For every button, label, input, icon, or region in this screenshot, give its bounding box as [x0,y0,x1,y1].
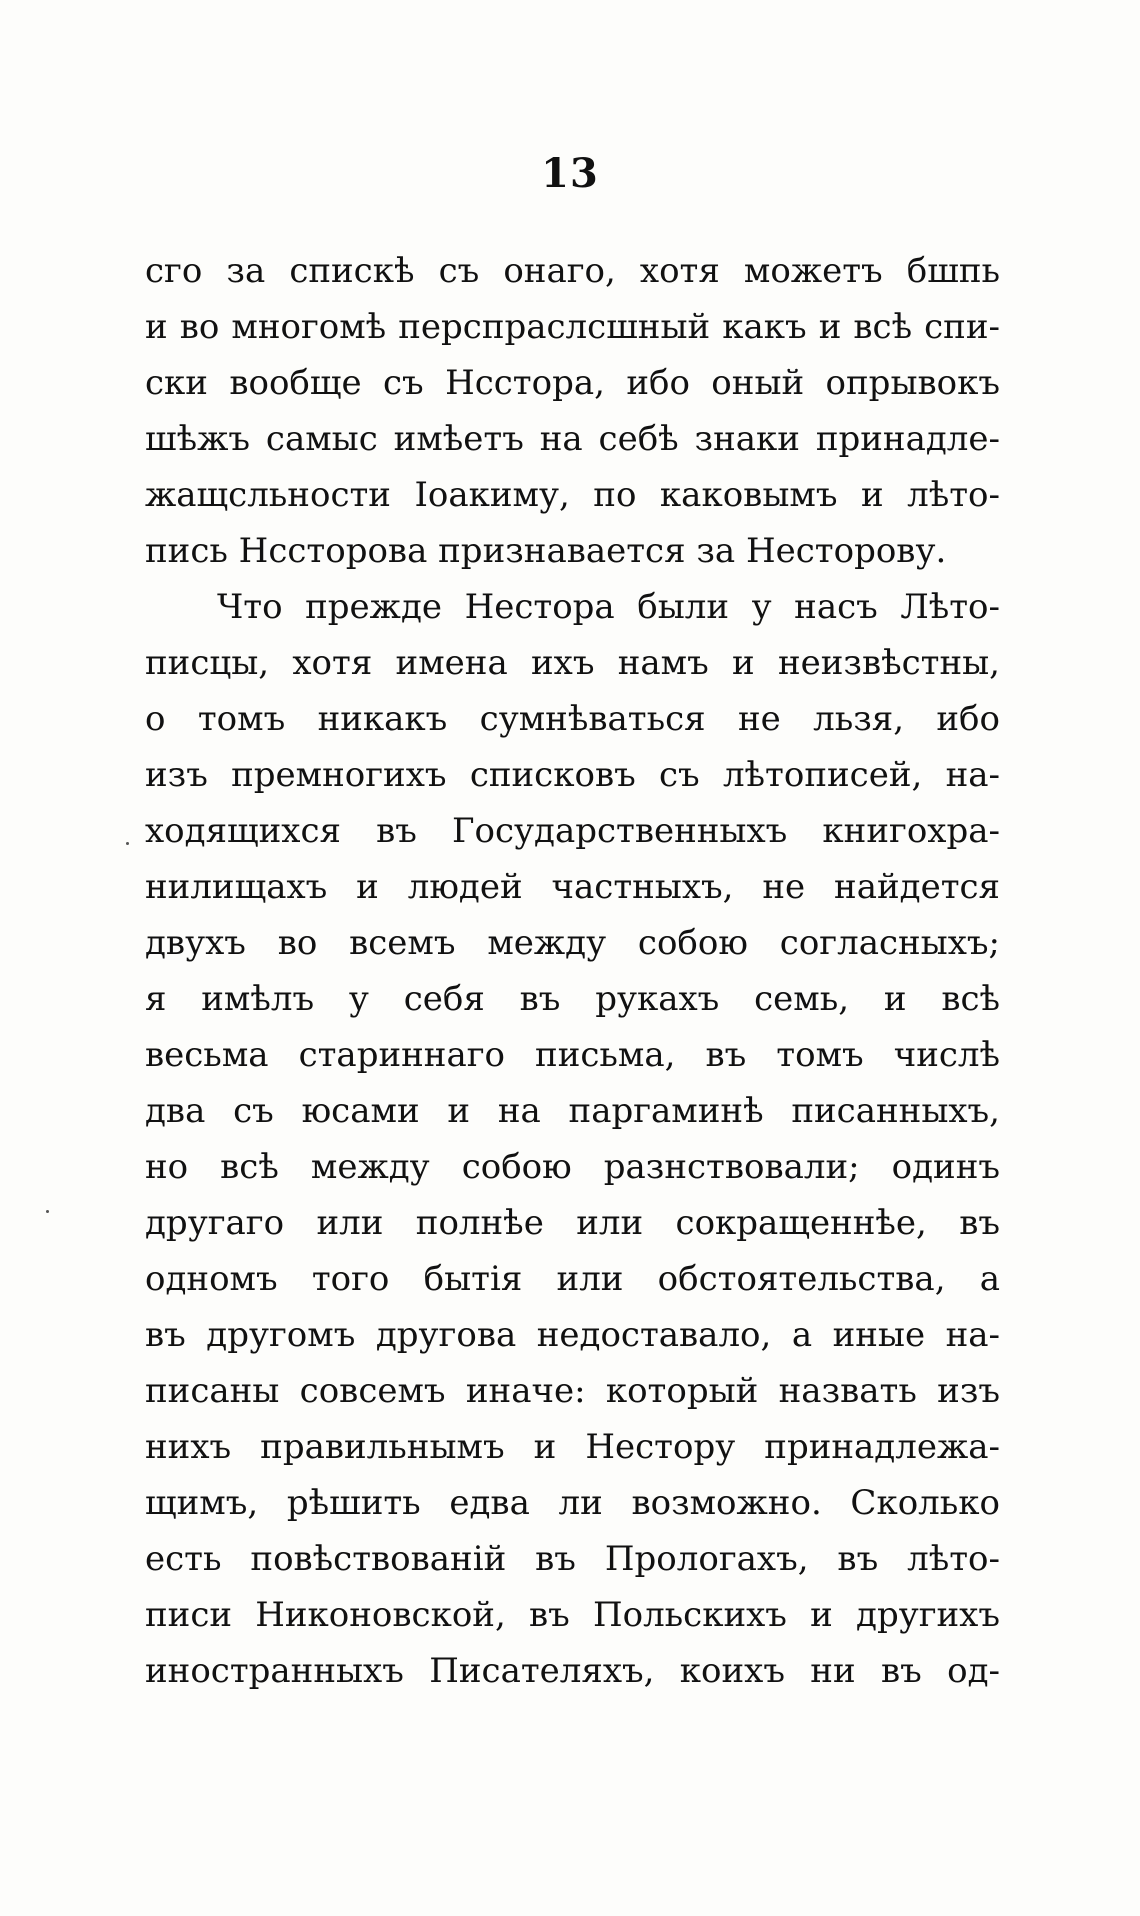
text-line: иностранныхъ Писателяхъ, коихъ ни въ од- [145,1651,1000,1691]
text-line: нихъ правильнымъ и Нестору принадлежа- [145,1427,1000,1467]
text-line: ходящихся въ Государственныхъ книгохра- [145,811,1000,851]
text-line: нилищахъ и людей частныхъ, не найдется [145,867,1000,907]
text-line: ски вообще съ Нсстора, ибо оный опрывокъ [145,363,1000,403]
text-line: писи Никоновской, въ Польскихъ и другихъ [145,1595,1000,1635]
text-line: щимъ, рѣшить едва ли возможно. Сколько [145,1483,1000,1523]
text-line: жащсльности Іоакиму, по каковымъ и лѣто- [145,475,1000,515]
page-number: 13 [541,150,599,197]
text-line: въ другомъ другова недоставало, а иные на- [145,1315,1000,1355]
text-line: два съ юсами и на паргаминѣ писанныхъ, [145,1091,1000,1131]
text-line: писцы, хотя имена ихъ намъ и неизвѣстны, [145,643,1000,683]
text-line: сго за спискѣ съ онаго, хотя можетъ бшпь [145,251,1000,291]
text-line: пись Нссторова признавается за Несторову. [145,531,947,571]
text-line: я имѣлъ у себя въ рукахъ семь, и всѣ [145,979,1000,1019]
text-line: но всѣ между собою разнствовали; одинъ [145,1147,1000,1187]
text-line: весьма стариннаго письма, въ томъ числѣ [145,1035,1000,1075]
text-line: двухъ во всемъ между собою согласныхъ; [145,923,1000,963]
paper-speck [126,842,129,845]
text-line: другаго или полнѣе или сокращеннѣе, въ [145,1203,1000,1243]
text-line: одномъ того бытія или обстоятельства, а [145,1259,1000,1299]
text-line: есть повѣствованій въ Прологахъ, въ лѣто- [145,1539,1000,1579]
body-text [145,243,1000,1699]
text-line: изъ премногихъ списковъ съ лѣтописей, на- [145,755,1000,795]
text-line: и во многомѣ перспраслсшный какъ и всѣ спи- [145,307,1000,347]
paper-speck [46,1210,49,1213]
text-line: о томъ никакъ сумнѣваться не льзя, ибо [145,699,1000,739]
paragraph-first-line: Что прежде Нестора были у насъ Лѣто- [217,587,1000,627]
text-line: писаны совсемъ иначе: который назвать изъ [145,1371,1000,1411]
text-line: шѣжъ самыс имѣетъ на себѣ знаки принадле- [145,419,1000,459]
